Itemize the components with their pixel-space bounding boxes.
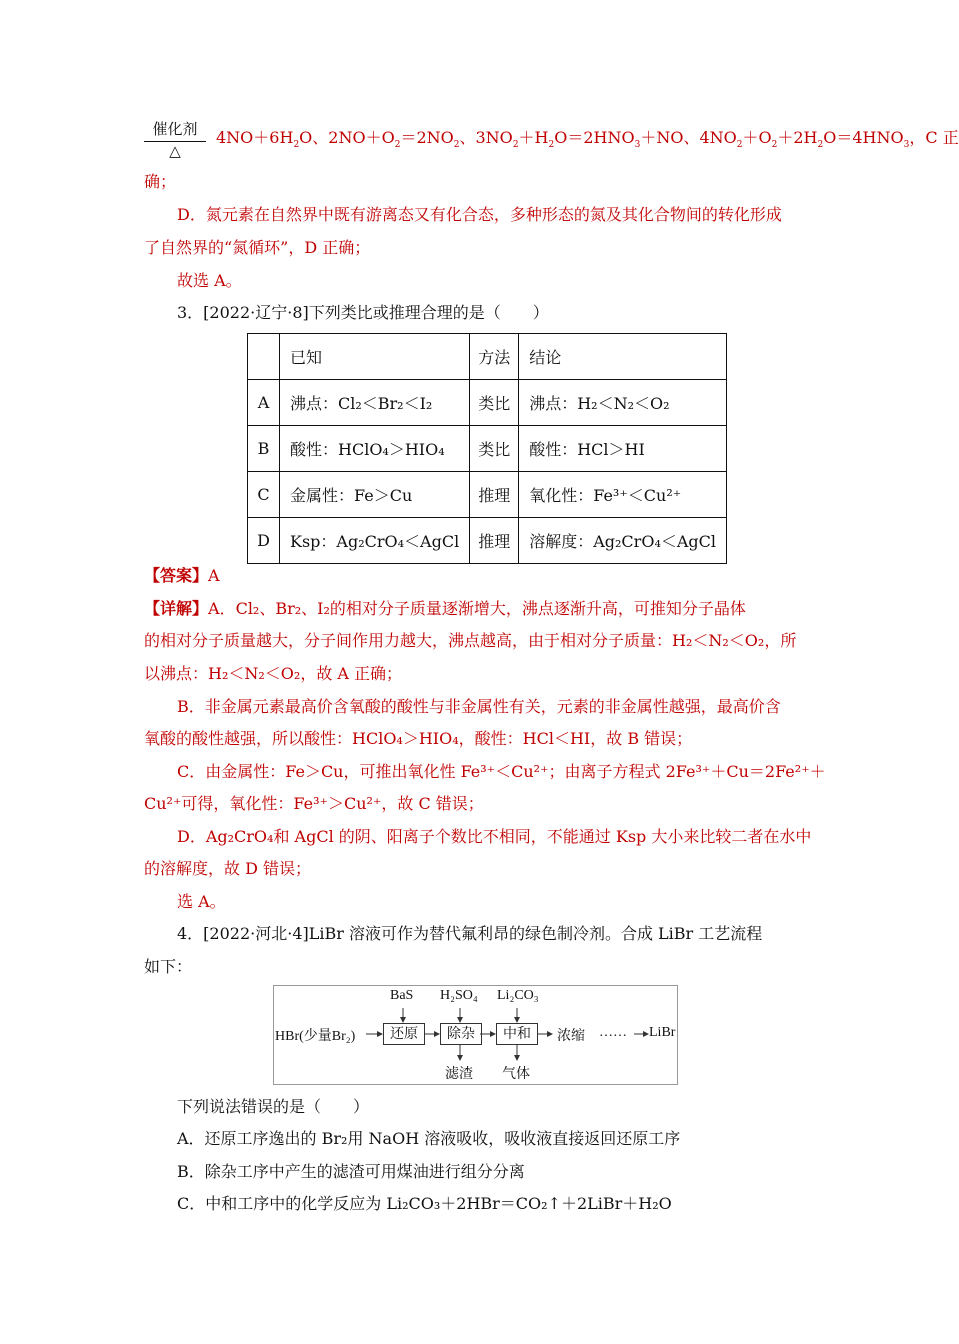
- question-3-stem: 3．[2022·辽宁·8]下列类比或推理合理的是（ ）: [177, 303, 549, 322]
- text-line: 确；: [144, 172, 177, 191]
- question-4-stem-cont: 如下：: [144, 957, 193, 976]
- known-cell: 酸性：HClO₄＞HIO₄: [280, 426, 470, 472]
- output-residue: 滤渣: [445, 1067, 473, 1082]
- method-cell: 推理: [470, 472, 519, 518]
- flow-start: HBr(少量Br₂): [275, 1029, 356, 1044]
- step-reduce: 还原: [383, 1023, 425, 1045]
- eq-part: ＋H: [518, 128, 549, 147]
- process-flow-diagram: [273, 985, 678, 1085]
- detail-line: 的溶解度，故 D 错误；: [144, 859, 312, 878]
- eq-part: ＋2H: [777, 128, 818, 147]
- detail-tag: 【详解】: [144, 599, 209, 618]
- detail-line: [144, 599, 746, 619]
- eq-part: ，C 正: [909, 128, 959, 147]
- table-row: [248, 426, 727, 472]
- eq-part: O＝4HNO: [823, 128, 904, 147]
- conclusion-cell: 溶解度：Ag₂CrO₄＜AgCl: [519, 518, 727, 564]
- table-cell: [248, 334, 280, 380]
- eq-part: ＋NO、4NO: [640, 128, 737, 147]
- known-cell: Ksp：Ag₂CrO₄＜AgCl: [280, 518, 470, 564]
- step-neutralize: 中和: [496, 1023, 538, 1045]
- row-label: C: [248, 472, 280, 518]
- catalyst-condition: [144, 118, 206, 159]
- row-label: D: [248, 518, 280, 564]
- conclusion-cell: 沸点：H₂＜N₂＜O₂: [519, 380, 727, 426]
- detail-text: A．Cl₂、Br₂、I₂的相对分子质量逐渐增大，沸点逐渐升高，可推知分子晶体: [208, 599, 746, 618]
- known-cell: 金属性：Fe＞Cu: [280, 472, 470, 518]
- question-4-stem: 4．[2022·河北·4]LiBr 溶液可作为替代氟利昂的绿色制冷剂。合成 LiBr 工艺流程: [177, 924, 763, 943]
- eq-part: ＝2NO: [400, 128, 454, 147]
- answer-value: A: [208, 566, 220, 585]
- eq-part: 、3NO: [459, 128, 513, 147]
- reagent-bas: BaS: [390, 988, 414, 1003]
- answer-tag: 【答案】: [144, 566, 209, 585]
- flow-ellipsis: ……: [599, 1025, 627, 1040]
- table-header-row: [248, 334, 727, 380]
- row-label: A: [248, 380, 280, 426]
- text-line: 故选 A。: [177, 271, 242, 290]
- option-b: B．除杂工序中产生的滤渣可用煤油进行组分分离: [177, 1162, 525, 1181]
- detail-line: D．Ag₂CrO₄和 AgCl 的阴、阳离子个数比不相同，不能通过 Ksp 大小来比较二者在水中: [177, 827, 812, 846]
- text-line: D．氮元素在自然界中既有游离态又有化合态，多种形态的氮及其化合物间的转化形成: [177, 205, 782, 224]
- method-cell: 推理: [470, 518, 519, 564]
- conclusion-cell: 氧化性：Fe³⁺＜Cu²⁺: [519, 472, 727, 518]
- output-gas: 气体: [502, 1067, 530, 1082]
- method-cell: 类比: [470, 380, 519, 426]
- step-purify: 除杂: [440, 1023, 482, 1045]
- equation-line: $4NO+6H_2O$、$2NO+O_2=2NO_2$、$3NO_2+H_2O=2HNO_3+NO$、$4NO_2+O_2+2H_2O=4HNO_3$，C 正: [216, 128, 959, 150]
- text-line: 了自然界的“氮循环”，D 正确；: [144, 238, 371, 257]
- option-c: C．中和工序中的化学反应为 Li₂CO₃＋2HBr＝CO₂↑＋2LiBr＋H₂O: [177, 1194, 672, 1213]
- detail-line: C．由金属性：Fe＞Cu，可推出氧化性 Fe³⁺＜Cu²⁺；由离子方程式 2Fe³⁺＋Cu＝2Fe²⁺＋: [177, 762, 826, 781]
- detail-line: 氧酸的酸性越强，所以酸性：HClO₄＞HIO₄，酸性：HCl＜HI，故 B 错误；: [144, 729, 693, 748]
- table-row: [248, 472, 727, 518]
- eq-part: 4NO＋6H: [216, 128, 294, 147]
- eq-part: ＋O: [742, 128, 772, 147]
- table-header: 方法: [470, 334, 519, 380]
- known-cell: 沸点：Cl₂＜Br₂＜I₂: [280, 380, 470, 426]
- table-row: [248, 518, 727, 564]
- heat-symbol: △: [169, 142, 181, 160]
- question-3-table: [247, 333, 727, 564]
- detail-line: 的相对分子质量越大，分子间作用力越大，沸点越高，由于相对分子质量：H₂＜N₂＜O₂，所: [144, 631, 797, 650]
- table-header: 已知: [280, 334, 470, 380]
- table-row: [248, 380, 727, 426]
- detail-line: Cu²⁺可得，氧化性：Fe³⁺＞Cu²⁺，故 C 错误；: [144, 794, 484, 813]
- row-label: B: [248, 426, 280, 472]
- detail-line: B．非金属元素最高价含氧酸的酸性与非金属性有关，元素的非金属性越强，最高价含: [177, 697, 781, 716]
- question-4-ask: 下列说法错误的是（ ）: [177, 1097, 370, 1116]
- eq-part: O、2NO＋O: [299, 128, 395, 147]
- answer-line: [144, 566, 220, 586]
- table-header: 结论: [519, 334, 727, 380]
- conclusion-cell: 酸性：HCl＞HI: [519, 426, 727, 472]
- detail-line: 选 A。: [177, 892, 226, 911]
- option-a: A．还原工序逸出的 Br₂用 NaOH 溶液吸收，吸收液直接返回还原工序: [177, 1129, 681, 1148]
- step-concentrate: 浓缩: [557, 1029, 585, 1044]
- flow-end: LiBr: [649, 1025, 676, 1040]
- reagent-h2so4: H₂SO₄: [440, 988, 478, 1003]
- catalyst-label: 催化剂: [144, 118, 206, 142]
- detail-line: 以沸点：H₂＜N₂＜O₂，故 A 正确；: [144, 664, 403, 683]
- method-cell: 类比: [470, 426, 519, 472]
- reagent-li2co3: Li₂CO₃: [497, 988, 539, 1003]
- eq-part: O＝2HNO: [554, 128, 635, 147]
